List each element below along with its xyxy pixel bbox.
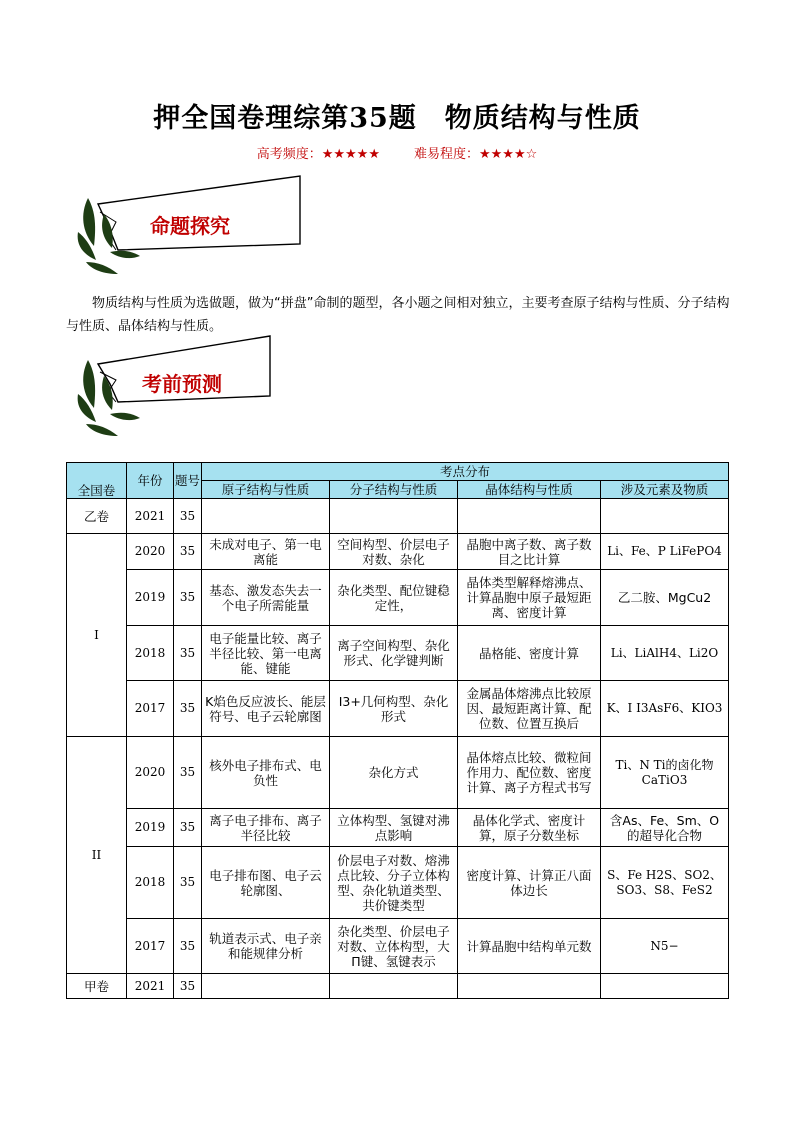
year-cell: 2020 bbox=[127, 534, 174, 570]
molecular-cell: 立体构型、氢键对沸点影响 bbox=[330, 809, 458, 847]
molecular-cell: 价层电子对数、熔沸点比较、分子立体构型、杂化轨道类型、共价键类型 bbox=[330, 847, 458, 919]
section-title-topic: 命题探究 bbox=[150, 214, 230, 238]
elements-cell bbox=[601, 974, 729, 999]
table-row bbox=[67, 847, 729, 919]
green-leaf-icon bbox=[74, 192, 144, 282]
header-distribution: 考点分布 bbox=[202, 463, 729, 481]
table-row bbox=[67, 570, 729, 626]
molecular-cell: 杂化方式 bbox=[330, 737, 458, 809]
group-label-one: I bbox=[67, 534, 127, 737]
header-year: 年份 bbox=[127, 463, 174, 499]
molecular-cell bbox=[330, 974, 458, 999]
number-cell: 35 bbox=[174, 534, 202, 570]
atomic-cell: 基态、激发态失去一个电子所需能量 bbox=[202, 570, 330, 626]
crystal-cell: 密度计算、计算正八面体边长 bbox=[458, 847, 601, 919]
year-cell: 2021 bbox=[127, 499, 174, 534]
crystal-cell bbox=[458, 499, 601, 534]
exam-table bbox=[66, 462, 729, 999]
elements-cell bbox=[601, 499, 729, 534]
number-cell: 35 bbox=[174, 499, 202, 534]
atomic-cell: 轨道表示式、电子亲和能规律分析 bbox=[202, 919, 330, 974]
year-cell: 2017 bbox=[127, 681, 174, 737]
year-cell: 2018 bbox=[127, 626, 174, 681]
number-cell: 35 bbox=[174, 737, 202, 809]
molecular-cell bbox=[330, 499, 458, 534]
header-elements: 涉及元素及物质 bbox=[601, 481, 729, 499]
number-cell: 35 bbox=[174, 626, 202, 681]
molecular-cell: 杂化类型、配位键稳定性， bbox=[330, 570, 458, 626]
number-cell: 35 bbox=[174, 681, 202, 737]
table-row bbox=[67, 626, 729, 681]
atomic-cell: K焰色反应波长、能层符号、电子云轮廓图 bbox=[202, 681, 330, 737]
table-row bbox=[67, 499, 729, 534]
crystal-cell: 计算晶胞中结构单元数 bbox=[458, 919, 601, 974]
header-crystal: 晶体结构与性质 bbox=[458, 481, 601, 499]
elements-cell: Li、Fe、P LiFePO4 bbox=[601, 534, 729, 570]
section-banner-topic bbox=[70, 172, 310, 282]
elements-cell: Ti、N Ti的卤化物 CaTiO3 bbox=[601, 737, 729, 809]
section-title-forecast: 考前预测 bbox=[142, 372, 222, 396]
crystal-cell: 晶体类型解释熔沸点、计算晶胞中原子最短距离、密度计算 bbox=[458, 570, 601, 626]
crystal-cell bbox=[458, 974, 601, 999]
crystal-cell: 晶体化学式、密度计算，原子分数坐标 bbox=[458, 809, 601, 847]
atomic-cell: 电子能量比较、离子半径比较、第一电离能、键能 bbox=[202, 626, 330, 681]
molecular-cell: 空间构型、价层电子对数、杂化 bbox=[330, 534, 458, 570]
year-cell: 2017 bbox=[127, 919, 174, 974]
page-title: 押全国卷理综第35题 物质结构与性质 bbox=[153, 103, 641, 134]
atomic-cell: 核外电子排布式、电负性 bbox=[202, 737, 330, 809]
number-cell: 35 bbox=[174, 919, 202, 974]
elements-cell: N5− bbox=[601, 919, 729, 974]
year-cell: 2018 bbox=[127, 847, 174, 919]
table-row bbox=[67, 737, 729, 809]
frequency-rating: 高考频度：★★★★★ bbox=[256, 147, 380, 162]
elements-cell: Li、LiAlH4、Li2O bbox=[601, 626, 729, 681]
number-cell: 35 bbox=[174, 847, 202, 919]
elements-cell: 含As、Fe、Sm、O的超导化合物 bbox=[601, 809, 729, 847]
elements-cell: 乙二胺、MgCu2 bbox=[601, 570, 729, 626]
green-leaf-icon bbox=[74, 354, 144, 444]
atomic-cell bbox=[202, 499, 330, 534]
number-cell: 35 bbox=[174, 974, 202, 999]
number-cell: 35 bbox=[174, 809, 202, 847]
molecular-cell: 离子空间构型、杂化形式、化学键判断 bbox=[330, 626, 458, 681]
section-banner-forecast bbox=[70, 334, 310, 444]
header-paper: 全国卷 bbox=[67, 463, 127, 499]
crystal-cell: 金属晶体熔沸点比较原因、最短距离计算、配位数、位置互换后 bbox=[458, 681, 601, 737]
table-row bbox=[67, 919, 729, 974]
crystal-cell: 晶胞中离子数、离子数目之比计算 bbox=[458, 534, 601, 570]
intro-paragraph: 物质结构与性质为选做题，做为“拼盘”命制的题型，各小题之间相对独立，主要考查原子结构与性质、分子结构与性质、晶体结构与性质。 bbox=[66, 296, 730, 334]
difficulty-rating: 难易程度：★★★★☆ bbox=[414, 147, 538, 162]
molecular-cell: I3+几何构型、杂化形式 bbox=[330, 681, 458, 737]
number-cell: 35 bbox=[174, 570, 202, 626]
group-label-jia: 甲卷 bbox=[67, 974, 127, 999]
molecular-cell: 杂化类型、价层电子对数、立体构型，大Π键、氢键表示 bbox=[330, 919, 458, 974]
table-row bbox=[67, 534, 729, 570]
year-cell: 2019 bbox=[127, 570, 174, 626]
header-number: 题号 bbox=[174, 463, 202, 499]
crystal-cell: 晶格能、密度计算 bbox=[458, 626, 601, 681]
elements-cell: K、I I3AsF6、KIO3 bbox=[601, 681, 729, 737]
rating-line bbox=[0, 143, 794, 162]
header-molecular: 分子结构与性质 bbox=[330, 481, 458, 499]
atomic-cell: 离子电子排布、离子半径比较 bbox=[202, 809, 330, 847]
year-cell: 2020 bbox=[127, 737, 174, 809]
table-row bbox=[67, 809, 729, 847]
table-row bbox=[67, 681, 729, 737]
header-atomic: 原子结构与性质 bbox=[202, 481, 330, 499]
crystal-cell: 晶体熔点比较、微粒间作用力、配位数、密度计算、离子方程式书写 bbox=[458, 737, 601, 809]
year-cell: 2021 bbox=[127, 974, 174, 999]
elements-cell: S、Fe H2S、SO2、SO3、S8、FeS2 bbox=[601, 847, 729, 919]
group-label-yi: 乙卷 bbox=[67, 499, 127, 534]
atomic-cell bbox=[202, 974, 330, 999]
atomic-cell: 电子排布图、电子云轮廓图、 bbox=[202, 847, 330, 919]
atomic-cell: 未成对电子、第一电离能 bbox=[202, 534, 330, 570]
year-cell: 2019 bbox=[127, 809, 174, 847]
table-row bbox=[67, 974, 729, 999]
group-label-two: II bbox=[67, 737, 127, 974]
